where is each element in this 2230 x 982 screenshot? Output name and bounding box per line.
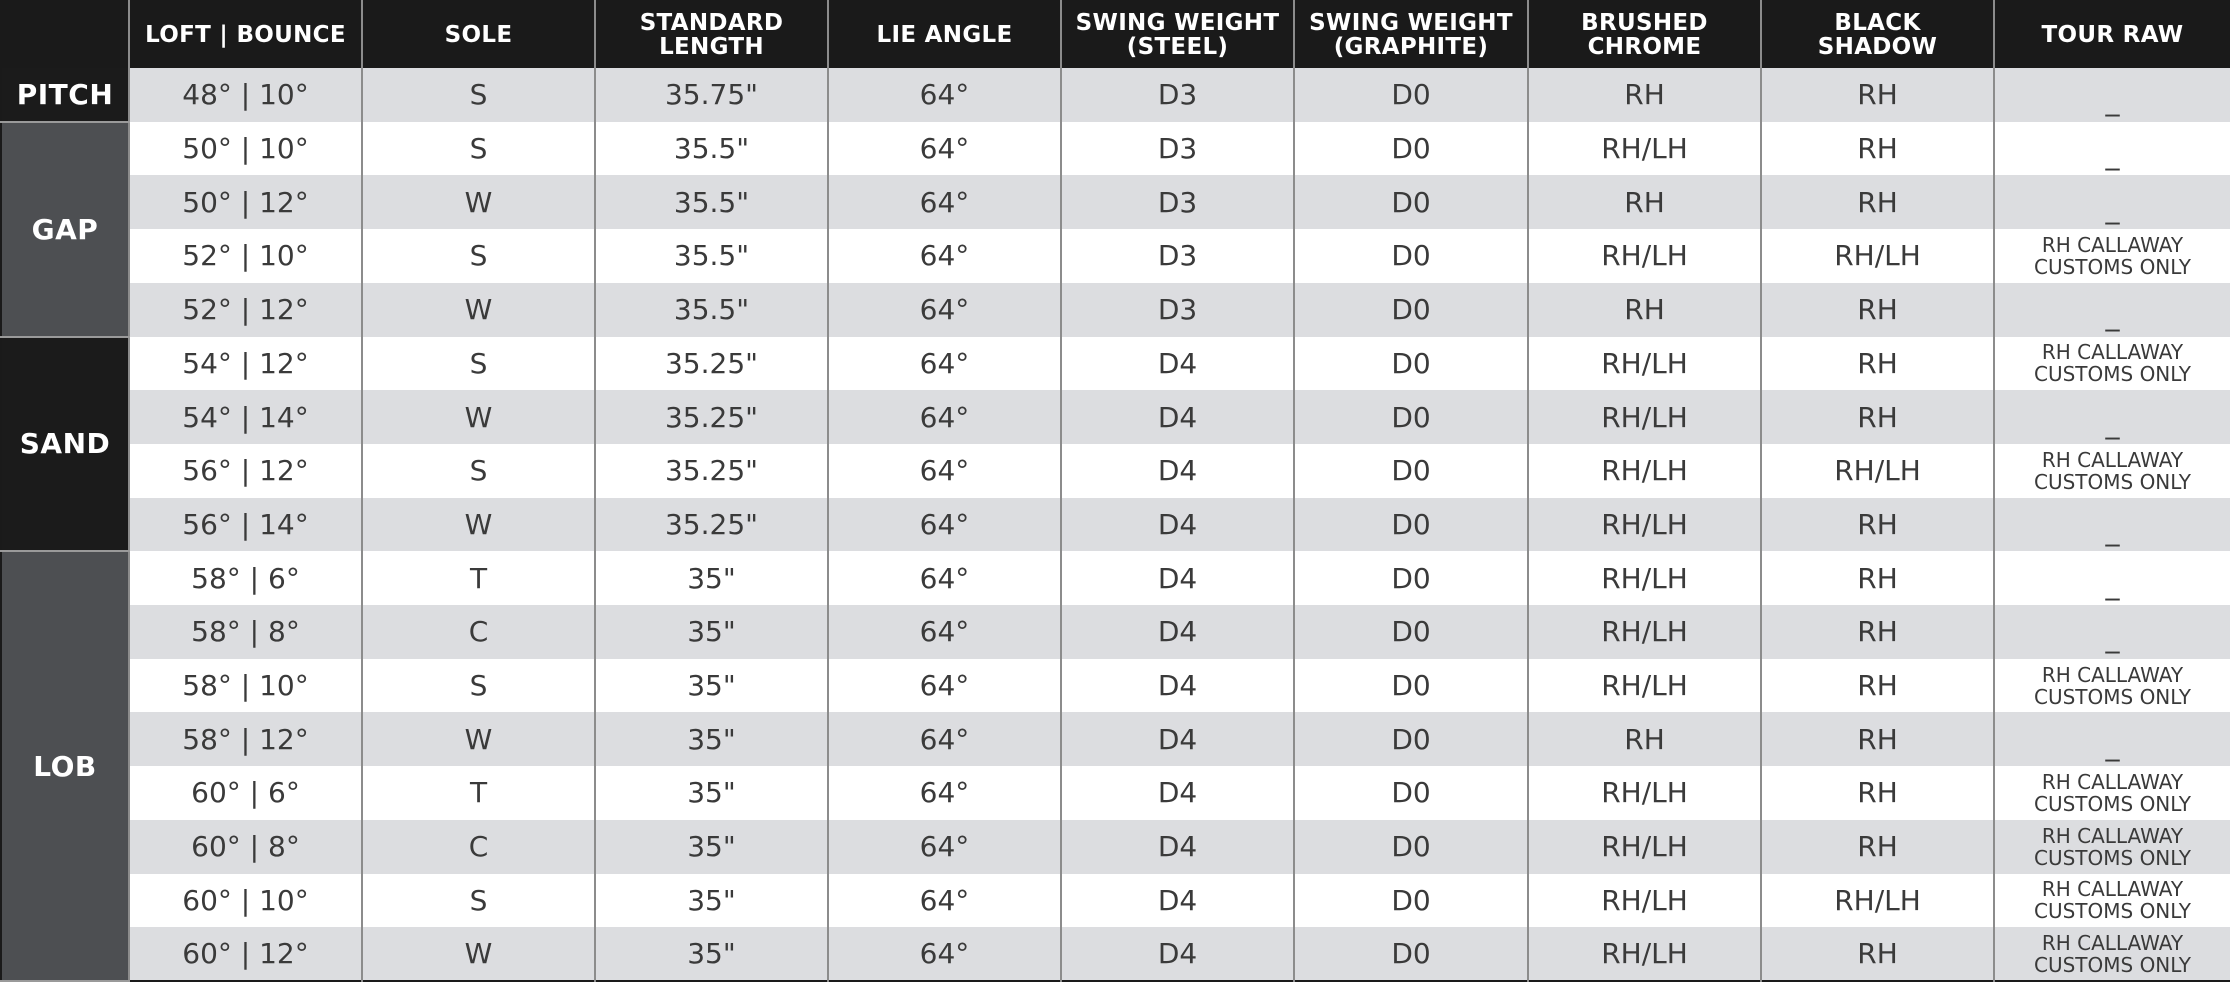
cell-value: _ xyxy=(2105,191,2120,225)
cell-black-shadow: RH/LH xyxy=(1761,444,1994,498)
table-row xyxy=(1,712,2230,766)
cell-brushed-chrome: RH/LH xyxy=(1528,551,1761,605)
cell-loft-bounce: 56° | 12° xyxy=(129,444,362,498)
header-black-shadow: BLACK SHADOW xyxy=(1761,1,1994,68)
cell-loft-bounce: 56° | 14° xyxy=(129,498,362,552)
cell-swing-weight-graphite: D0 xyxy=(1294,820,1528,874)
cell-brushed-chrome: RH/LH xyxy=(1528,390,1761,444)
cell-tour-raw: RH CALLAWAY CUSTOMS ONLY xyxy=(1994,820,2230,874)
cell-swing-weight-graphite: D0 xyxy=(1294,175,1528,229)
cell-swing-weight-graphite: D0 xyxy=(1294,874,1528,928)
cell-swing-weight-steel: D4 xyxy=(1061,498,1294,552)
cell-tour-raw xyxy=(1994,122,2230,176)
table-row xyxy=(1,498,2230,552)
cell-loft-bounce: 48° | 10° xyxy=(129,68,362,122)
table-row xyxy=(1,605,2230,659)
cell-brushed-chrome: RH/LH xyxy=(1528,874,1761,928)
cell-standard-length: 35.25" xyxy=(595,498,828,552)
cell-black-shadow: RH xyxy=(1761,712,1994,766)
cell-black-shadow: RH xyxy=(1761,122,1994,176)
header-lie-angle: LIE ANGLE xyxy=(828,1,1061,68)
cell-swing-weight-steel: D3 xyxy=(1061,122,1294,176)
cell-brushed-chrome: RH/LH xyxy=(1528,820,1761,874)
cell-swing-weight-graphite: D0 xyxy=(1294,551,1528,605)
cell-swing-weight-graphite: D0 xyxy=(1294,283,1528,337)
header-swing-weight-steel: SWING WEIGHT (STEEL) xyxy=(1061,1,1294,68)
cell-swing-weight-steel: D4 xyxy=(1061,927,1294,981)
cell-tour-raw: RH CALLAWAY CUSTOMS ONLY xyxy=(1994,229,2230,283)
cell-sole: S xyxy=(362,874,595,928)
cell-lie-angle: 64° xyxy=(828,337,1061,391)
table-row xyxy=(1,390,2230,444)
cell-lie-angle: 64° xyxy=(828,659,1061,713)
cell-brushed-chrome: RH/LH xyxy=(1528,659,1761,713)
cell-standard-length: 35.25" xyxy=(595,337,828,391)
cell-black-shadow: RH xyxy=(1761,390,1994,444)
table-row xyxy=(1,175,2230,229)
header-corner xyxy=(1,1,129,68)
cell-black-shadow: RH xyxy=(1761,175,1994,229)
cell-lie-angle: 64° xyxy=(828,498,1061,552)
cell-black-shadow: RH xyxy=(1761,820,1994,874)
cell-lie-angle: 64° xyxy=(828,175,1061,229)
cell-tour-raw: RH CALLAWAY CUSTOMS ONLY xyxy=(1994,766,2230,820)
cell-value: _ xyxy=(2105,299,2120,333)
cell-lie-angle: 64° xyxy=(828,605,1061,659)
cell-lie-angle: 64° xyxy=(828,444,1061,498)
cell-sole: S xyxy=(362,659,595,713)
cell-black-shadow: RH xyxy=(1761,68,1994,122)
cell-black-shadow: RH xyxy=(1761,766,1994,820)
cell-brushed-chrome: RH/LH xyxy=(1528,122,1761,176)
cell-swing-weight-steel: D4 xyxy=(1061,390,1294,444)
cell-brushed-chrome: RH/LH xyxy=(1528,605,1761,659)
cell-swing-weight-steel: D4 xyxy=(1061,659,1294,713)
table-row xyxy=(1,874,2230,928)
cell-loft-bounce: 50° | 10° xyxy=(129,122,362,176)
cell-brushed-chrome: RH/LH xyxy=(1528,498,1761,552)
cell-swing-weight-steel: D4 xyxy=(1061,551,1294,605)
cell-loft-bounce: 52° | 12° xyxy=(129,283,362,337)
cell-brushed-chrome: RH/LH xyxy=(1528,444,1761,498)
cell-sole: S xyxy=(362,337,595,391)
cell-tour-raw xyxy=(1994,551,2230,605)
cell-black-shadow: RH xyxy=(1761,337,1994,391)
cell-lie-angle: 64° xyxy=(828,68,1061,122)
header-loft-bounce: LOFT | BOUNCE xyxy=(129,1,362,68)
cell-lie-angle: 64° xyxy=(828,766,1061,820)
table-row xyxy=(1,444,2230,498)
cell-swing-weight-steel: D3 xyxy=(1061,229,1294,283)
cell-standard-length: 35.25" xyxy=(595,444,828,498)
cell-swing-weight-graphite: D0 xyxy=(1294,498,1528,552)
cell-standard-length: 35.75" xyxy=(595,68,828,122)
cell-sole: W xyxy=(362,712,595,766)
cell-sole: T xyxy=(362,766,595,820)
cell-value: _ xyxy=(2105,513,2120,547)
cell-loft-bounce: 58° | 10° xyxy=(129,659,362,713)
cell-lie-angle: 64° xyxy=(828,927,1061,981)
cell-lie-angle: 64° xyxy=(828,390,1061,444)
header-standard-length: STANDARD LENGTH xyxy=(595,1,828,68)
cell-swing-weight-steel: D4 xyxy=(1061,712,1294,766)
cell-loft-bounce: 60° | 10° xyxy=(129,874,362,928)
cell-standard-length: 35" xyxy=(595,820,828,874)
cell-loft-bounce: 54° | 14° xyxy=(129,390,362,444)
cell-swing-weight-steel: D4 xyxy=(1061,766,1294,820)
cell-swing-weight-steel: D4 xyxy=(1061,337,1294,391)
cell-sole: S xyxy=(362,444,595,498)
cell-tour-raw xyxy=(1994,68,2230,122)
cell-sole: W xyxy=(362,927,595,981)
table-row xyxy=(1,820,2230,874)
cell-sole: W xyxy=(362,175,595,229)
cell-tour-raw xyxy=(1994,605,2230,659)
cell-tour-raw xyxy=(1994,175,2230,229)
cell-brushed-chrome: RH/LH xyxy=(1528,229,1761,283)
group-label-pitch: PITCH xyxy=(1,68,129,122)
cell-sole: S xyxy=(362,122,595,176)
cell-standard-length: 35.5" xyxy=(595,122,828,176)
group-label-sand: SAND xyxy=(1,337,129,552)
header-swing-weight-graphite: SWING WEIGHT (GRAPHITE) xyxy=(1294,1,1528,68)
cell-standard-length: 35" xyxy=(595,874,828,928)
cell-black-shadow: RH xyxy=(1761,659,1994,713)
cell-black-shadow: RH/LH xyxy=(1761,874,1994,928)
cell-lie-angle: 64° xyxy=(828,874,1061,928)
table-row xyxy=(1,927,2230,981)
cell-standard-length: 35.5" xyxy=(595,283,828,337)
cell-value: _ xyxy=(2105,728,2120,762)
table-row xyxy=(1,229,2230,283)
cell-loft-bounce: 54° | 12° xyxy=(129,337,362,391)
cell-tour-raw: RH CALLAWAY CUSTOMS ONLY xyxy=(1994,444,2230,498)
group-label-gap: GAP xyxy=(1,122,129,337)
cell-value: _ xyxy=(2105,406,2120,440)
header-tour-raw: TOUR RAW xyxy=(1994,1,2230,68)
cell-brushed-chrome: RH xyxy=(1528,712,1761,766)
cell-swing-weight-steel: D3 xyxy=(1061,283,1294,337)
cell-loft-bounce: 58° | 8° xyxy=(129,605,362,659)
cell-sole: W xyxy=(362,498,595,552)
cell-black-shadow: RH xyxy=(1761,551,1994,605)
cell-brushed-chrome: RH xyxy=(1528,68,1761,122)
cell-swing-weight-graphite: D0 xyxy=(1294,766,1528,820)
cell-swing-weight-graphite: D0 xyxy=(1294,68,1528,122)
cell-sole: C xyxy=(362,820,595,874)
table-row xyxy=(1,766,2230,820)
cell-value: _ xyxy=(2105,138,2120,172)
table-body xyxy=(1,68,2230,981)
cell-value: _ xyxy=(2105,567,2120,601)
cell-tour-raw: RH CALLAWAY CUSTOMS ONLY xyxy=(1994,927,2230,981)
cell-tour-raw xyxy=(1994,283,2230,337)
cell-swing-weight-graphite: D0 xyxy=(1294,605,1528,659)
cell-brushed-chrome: RH xyxy=(1528,283,1761,337)
cell-sole: S xyxy=(362,229,595,283)
cell-standard-length: 35" xyxy=(595,551,828,605)
cell-standard-length: 35" xyxy=(595,927,828,981)
cell-tour-raw xyxy=(1994,498,2230,552)
cell-tour-raw xyxy=(1994,712,2230,766)
cell-black-shadow: RH/LH xyxy=(1761,229,1994,283)
cell-loft-bounce: 58° | 6° xyxy=(129,551,362,605)
cell-sole: S xyxy=(362,68,595,122)
cell-swing-weight-steel: D4 xyxy=(1061,874,1294,928)
cell-standard-length: 35" xyxy=(595,712,828,766)
cell-loft-bounce: 58° | 12° xyxy=(129,712,362,766)
cell-tour-raw: RH CALLAWAY CUSTOMS ONLY xyxy=(1994,337,2230,391)
table-row xyxy=(1,659,2230,713)
cell-sole: W xyxy=(362,390,595,444)
header-brushed-chrome: BRUSHED CHROME xyxy=(1528,1,1761,68)
cell-swing-weight-graphite: D0 xyxy=(1294,229,1528,283)
cell-tour-raw: RH CALLAWAY CUSTOMS ONLY xyxy=(1994,659,2230,713)
cell-swing-weight-steel: D3 xyxy=(1061,175,1294,229)
cell-lie-angle: 64° xyxy=(828,229,1061,283)
cell-lie-angle: 64° xyxy=(828,712,1061,766)
cell-brushed-chrome: RH/LH xyxy=(1528,927,1761,981)
cell-sole: C xyxy=(362,605,595,659)
cell-standard-length: 35" xyxy=(595,766,828,820)
cell-lie-angle: 64° xyxy=(828,283,1061,337)
cell-loft-bounce: 60° | 12° xyxy=(129,927,362,981)
cell-brushed-chrome: RH xyxy=(1528,175,1761,229)
cell-lie-angle: 64° xyxy=(828,122,1061,176)
cell-loft-bounce: 60° | 6° xyxy=(129,766,362,820)
group-label-lob: LOB xyxy=(1,551,129,981)
cell-loft-bounce: 60° | 8° xyxy=(129,820,362,874)
cell-swing-weight-graphite: D0 xyxy=(1294,444,1528,498)
table-row xyxy=(1,551,2230,605)
cell-value: _ xyxy=(2105,621,2120,655)
cell-standard-length: 35.5" xyxy=(595,229,828,283)
cell-black-shadow: RH xyxy=(1761,605,1994,659)
cell-black-shadow: RH xyxy=(1761,927,1994,981)
cell-loft-bounce: 50° | 12° xyxy=(129,175,362,229)
cell-swing-weight-graphite: D0 xyxy=(1294,927,1528,981)
cell-swing-weight-steel: D4 xyxy=(1061,444,1294,498)
cell-swing-weight-graphite: D0 xyxy=(1294,122,1528,176)
cell-standard-length: 35" xyxy=(595,659,828,713)
cell-swing-weight-graphite: D0 xyxy=(1294,390,1528,444)
cell-swing-weight-graphite: D0 xyxy=(1294,659,1528,713)
cell-lie-angle: 64° xyxy=(828,820,1061,874)
cell-black-shadow: RH xyxy=(1761,283,1994,337)
cell-tour-raw: RH CALLAWAY CUSTOMS ONLY xyxy=(1994,874,2230,928)
cell-swing-weight-graphite: D0 xyxy=(1294,337,1528,391)
table-row xyxy=(1,283,2230,337)
table-row xyxy=(1,68,2230,122)
cell-tour-raw xyxy=(1994,390,2230,444)
cell-loft-bounce: 52° | 10° xyxy=(129,229,362,283)
cell-black-shadow: RH xyxy=(1761,498,1994,552)
cell-swing-weight-steel: D3 xyxy=(1061,68,1294,122)
cell-sole: W xyxy=(362,283,595,337)
cell-lie-angle: 64° xyxy=(828,551,1061,605)
cell-standard-length: 35" xyxy=(595,605,828,659)
cell-sole: T xyxy=(362,551,595,605)
header-sole: SOLE xyxy=(362,1,595,68)
cell-standard-length: 35.5" xyxy=(595,175,828,229)
cell-swing-weight-graphite: D0 xyxy=(1294,712,1528,766)
cell-standard-length: 35.25" xyxy=(595,390,828,444)
table-row xyxy=(1,122,2230,176)
header-row xyxy=(1,1,2230,68)
table-row xyxy=(1,337,2230,391)
cell-swing-weight-steel: D4 xyxy=(1061,605,1294,659)
cell-swing-weight-steel: D4 xyxy=(1061,820,1294,874)
cell-brushed-chrome: RH/LH xyxy=(1528,766,1761,820)
cell-value: _ xyxy=(2105,84,2120,118)
cell-brushed-chrome: RH/LH xyxy=(1528,337,1761,391)
